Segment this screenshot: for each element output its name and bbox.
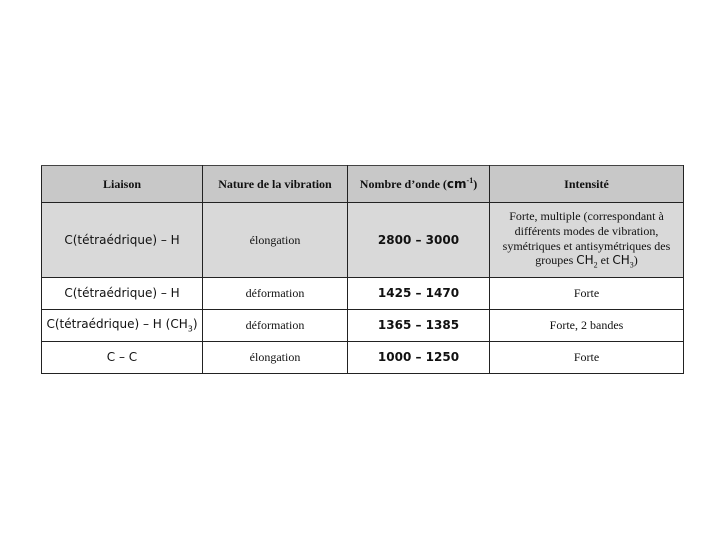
- cell-intensite-et: et: [597, 253, 613, 268]
- cell-liaison: C(tétraédrique) – H: [42, 278, 203, 310]
- header-nombre-unit: cm: [446, 177, 467, 192]
- cell-nature: déformation: [203, 310, 348, 342]
- cell-intensite-close: ): [633, 253, 638, 268]
- cell-intensite: Forte: [490, 342, 684, 374]
- table-header-row: [42, 166, 684, 203]
- header-liaison: Liaison: [42, 166, 203, 203]
- table-row: [42, 342, 684, 374]
- cell-liaison: C(tétraédrique) – H: [42, 203, 203, 278]
- header-nombre-suffix: ): [473, 177, 478, 192]
- cell-nature: déformation: [203, 278, 348, 310]
- cell-nombre-onde: 1000 – 1250: [348, 342, 490, 374]
- cell-liaison: [42, 310, 203, 342]
- header-nombre-exp: -1: [466, 176, 474, 186]
- cell-liaison-close: ): [192, 316, 198, 331]
- cell-nombre-onde: 1425 – 1470: [348, 278, 490, 310]
- cell-nombre-onde: 1365 – 1385: [348, 310, 490, 342]
- cell-intensite: [490, 203, 684, 278]
- formula-ch3: CH: [612, 253, 630, 268]
- cell-liaison-main: C(tétraédrique) – H (CH: [46, 316, 188, 331]
- formula-ch3-sub: 3: [629, 260, 634, 270]
- cell-liaison-sub: 3: [187, 324, 193, 334]
- table-row: [42, 203, 684, 278]
- formula-ch2-sub: 2: [593, 260, 598, 270]
- header-intensite: Intensité: [490, 166, 684, 203]
- cell-nature: élongation: [203, 203, 348, 278]
- cell-intensite: Forte: [490, 278, 684, 310]
- table-row: [42, 278, 684, 310]
- header-nombre-prefix: Nombre d’onde (: [359, 177, 447, 192]
- cell-nombre-onde: 2800 – 3000: [348, 203, 490, 278]
- header-nombre-onde: [348, 166, 490, 203]
- cell-liaison: C – C: [42, 342, 203, 374]
- formula-ch2: CH: [576, 253, 594, 268]
- cell-intensite-text: Forte, multiple (correspondant à différents modes de vibration, symétriques et antisymétriques des groupes: [502, 209, 671, 268]
- header-nature: Nature de la vibration: [203, 166, 348, 203]
- cell-intensite: Forte, 2 bandes: [490, 310, 684, 342]
- cell-nature: élongation: [203, 342, 348, 374]
- table-row: [42, 310, 684, 342]
- ir-absorption-table: [41, 165, 684, 374]
